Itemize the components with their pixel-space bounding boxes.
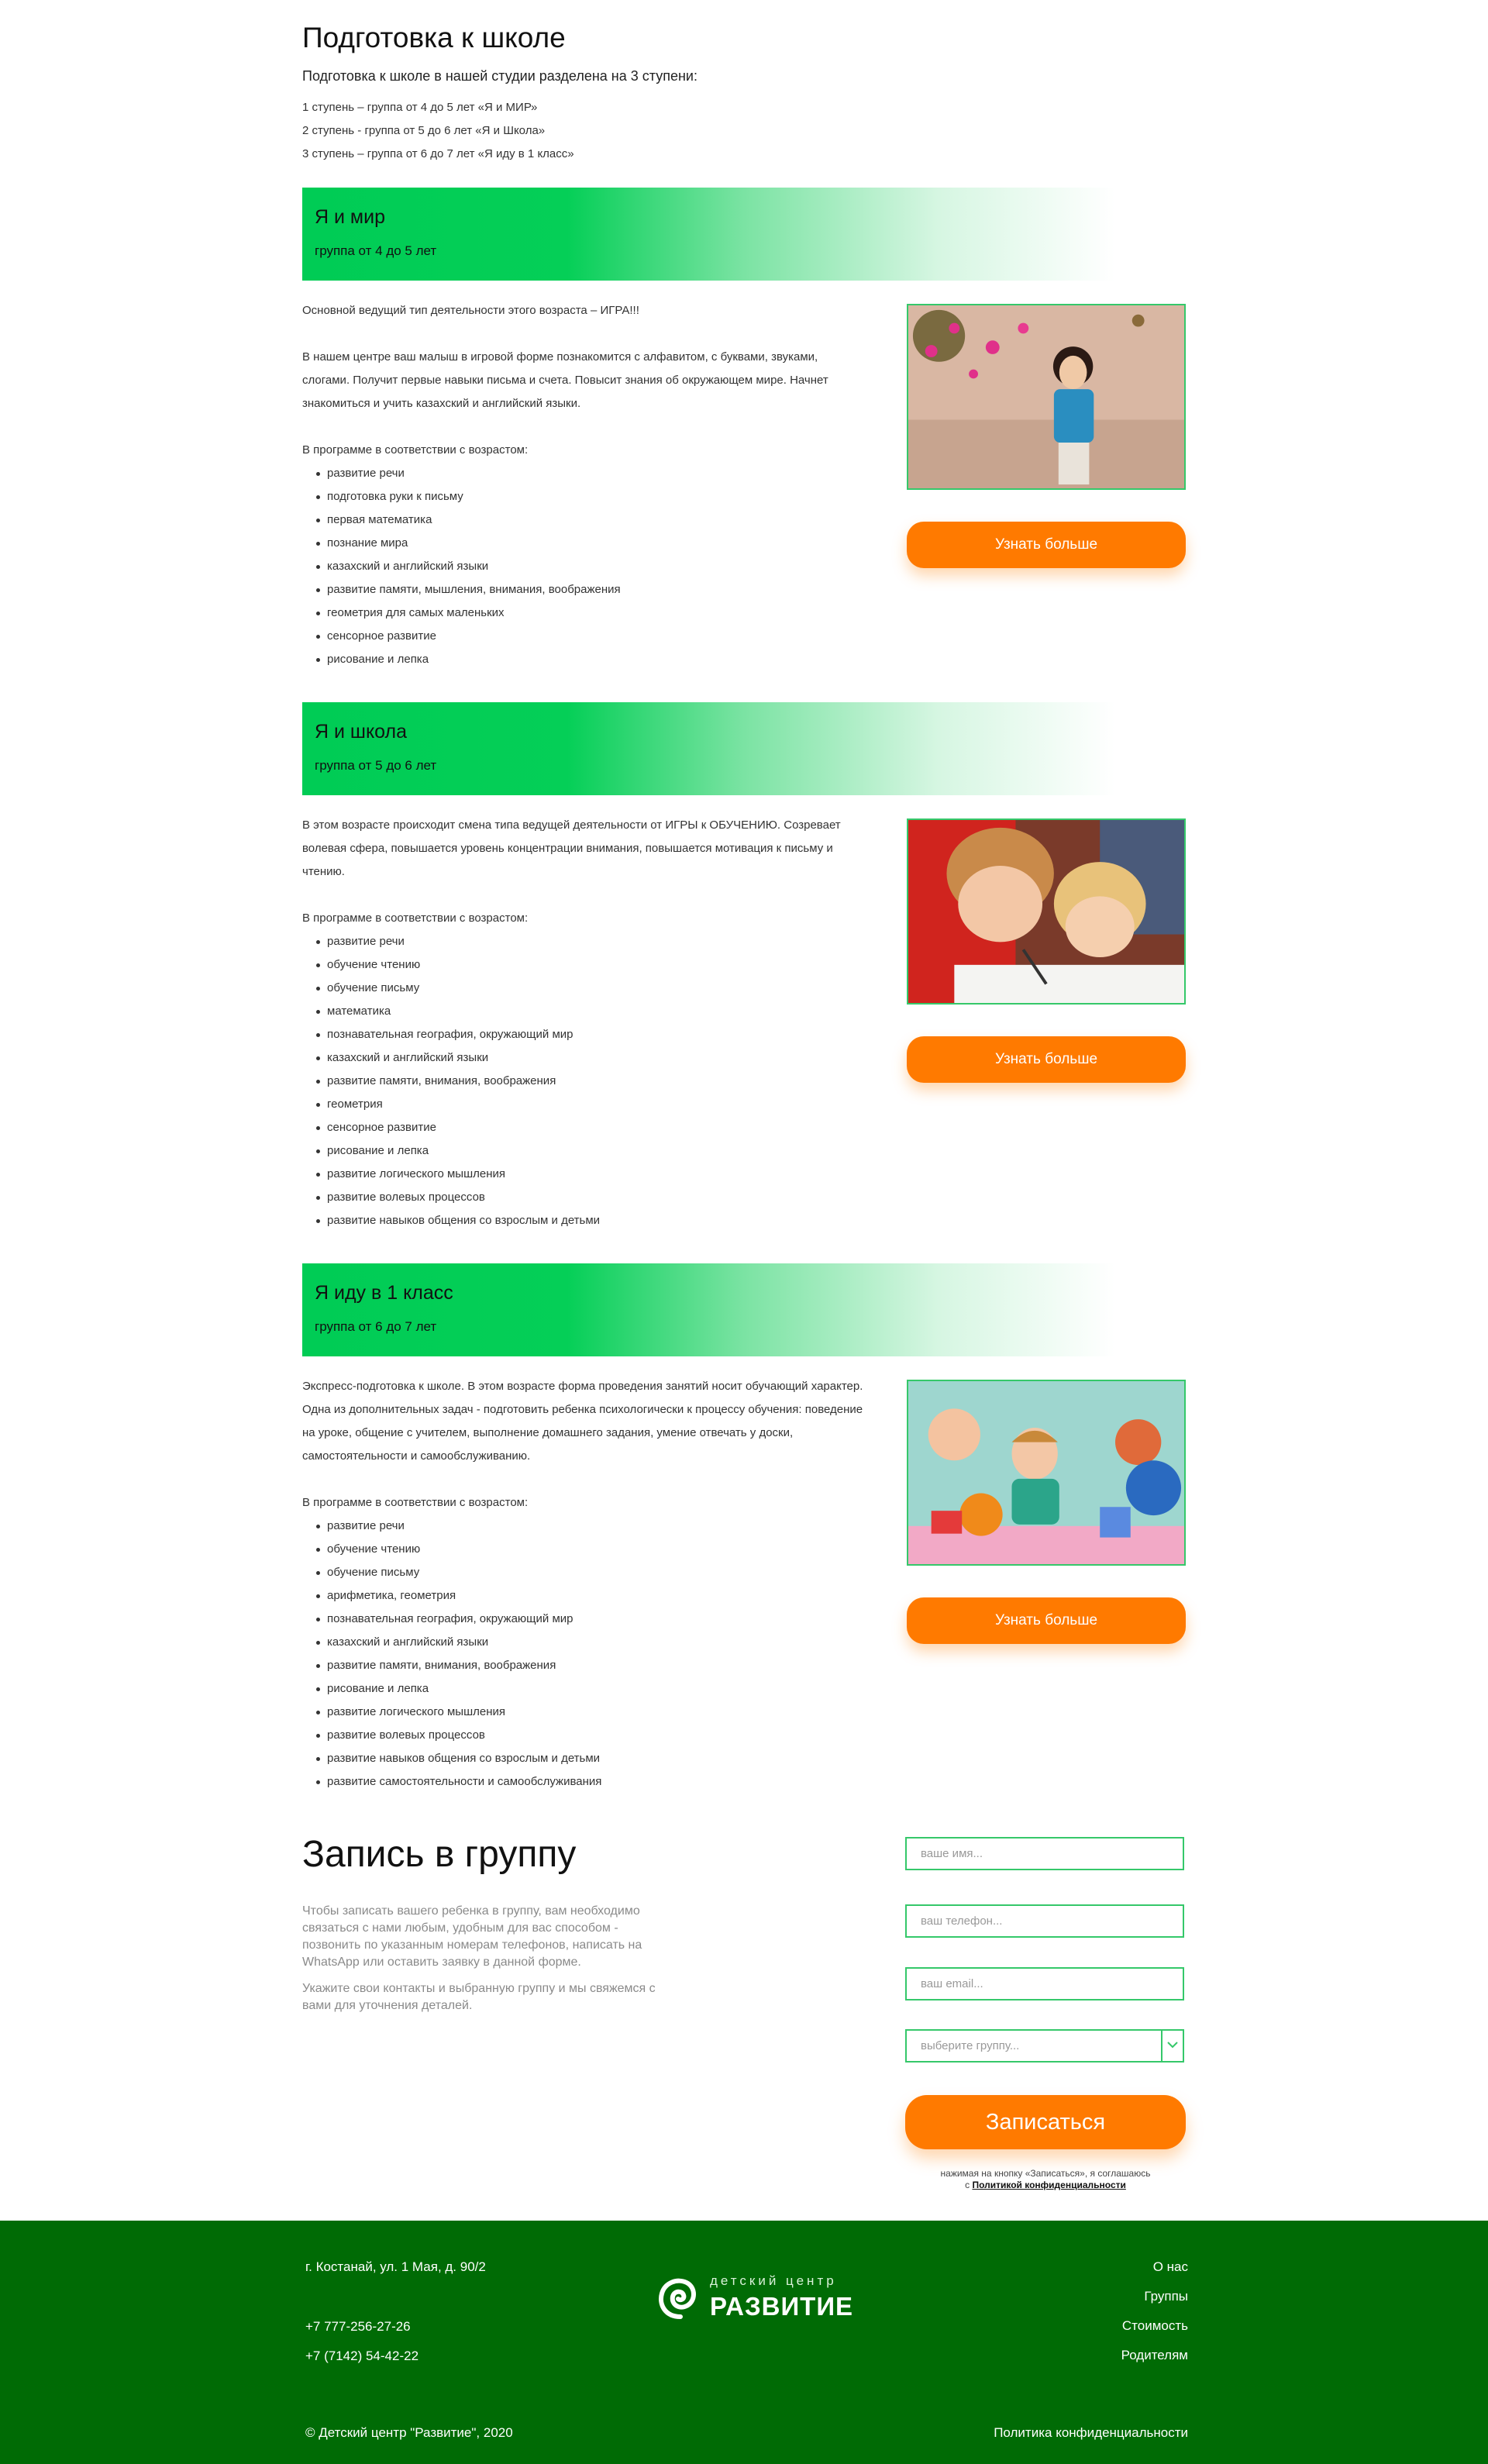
logo[interactable] — [654, 2269, 854, 2331]
photo-girl-flowers — [907, 304, 1186, 490]
list-item: казахский и английский языки — [302, 1046, 868, 1070]
intro-step: 1 ступень – группа от 4 до 5 лет «Я и МИР» — [302, 101, 538, 114]
list-item: обучение письму — [302, 977, 868, 1000]
intro-steps — [302, 96, 574, 166]
list-item: развитие памяти, мышления, внимания, воображения — [302, 578, 868, 601]
list-item: казахский и английский языки — [302, 1631, 868, 1654]
list-item: развитие речи — [302, 930, 868, 953]
list-item: математика — [302, 1000, 868, 1023]
chevron-down-icon[interactable] — [1161, 2031, 1183, 2061]
list-item: обучение письму — [302, 1561, 868, 1584]
section-subtitle: группа от 4 до 5 лет — [315, 243, 437, 258]
intro-lead: Подготовка к школе в нашей студии разделена на 3 ступени: — [302, 68, 698, 84]
section-paragraph: В нашем центре ваш малыш в игровой форме познакомится с алфавитом, с буквами, звуками, слогами. Получит первые навыки письма и счета. Повысит знания об окружающем мире. Начнет знакомиться и учить казахский и английский языки. — [302, 350, 828, 410]
list-item: познавательная география, окружающий мир — [302, 1023, 868, 1046]
list-item: геометрия — [302, 1093, 868, 1116]
footer-phone[interactable]: +7 (7142) 54-42-22 — [305, 2349, 419, 2363]
list-item: развитие речи — [302, 462, 868, 485]
intro-step: 3 ступень – группа от 6 до 7 лет «Я иду в 1 класс» — [302, 147, 574, 160]
group-select[interactable] — [905, 2029, 1184, 2063]
program-label: В программе в соответствии с возрастом: — [302, 443, 529, 457]
footer-phone[interactable]: +7 777-256-27-26 — [305, 2319, 411, 2334]
list-item: арифметика, геометрия — [302, 1584, 868, 1608]
section-title: Я и школа — [315, 721, 408, 743]
section-subtitle: группа от 6 до 7 лет — [315, 1319, 437, 1334]
list-item: развитие самостоятельности и самообслуживания — [302, 1770, 868, 1794]
footer — [0, 2221, 1488, 2464]
logo-tagline: детский центр — [710, 2273, 837, 2288]
email-input[interactable] — [905, 1967, 1184, 2000]
section-paragraph: В этом возрасте происходит смена типа ведущей деятельности от ИГРЫ к ОБУЧЕНИЮ. Созревает волевая сфера, повышается уровень концентрации внимания, повышается мотивация к письму и чтению. — [302, 818, 841, 878]
list-item: развитие волевых процессов — [302, 1186, 868, 1209]
learn-more-button[interactable]: Узнать больше — [907, 1597, 1186, 1644]
intro-step: 2 ступень - группа от 5 до 6 лет «Я и Школа» — [302, 124, 546, 137]
list-item: рисование и лепка — [302, 1139, 868, 1163]
list-item: первая математика — [302, 508, 868, 532]
section-banner-ya-i-shkola — [302, 702, 1186, 795]
list-item: развитие волевых процессов — [302, 1724, 868, 1747]
learn-more-button[interactable]: Узнать больше — [907, 1036, 1186, 1083]
list-item: обучение чтению — [302, 1538, 868, 1561]
list-item: обучение чтению — [302, 953, 868, 977]
list-item: развитие логического мышления — [302, 1701, 868, 1724]
list-item: геометрия для самых маленьких — [302, 601, 868, 625]
consent-with: с — [965, 2180, 970, 2190]
learn-more-button[interactable]: Узнать больше — [907, 522, 1186, 568]
list-item: сенсорное развитие — [302, 625, 868, 648]
group-select-value: выберите группу... — [921, 2039, 1020, 2052]
footer-address: г. Костанай, ул. 1 Мая, д. 90/2 — [305, 2259, 486, 2274]
spiral-logo-icon — [654, 2270, 704, 2324]
submit-button[interactable]: Записаться — [905, 2095, 1186, 2149]
footer-copyright: © Детский центр "Развитие", 2020 — [305, 2425, 513, 2440]
section-subtitle: группа от 5 до 6 лет — [315, 758, 437, 773]
list-item: развитие навыков общения со взрослым и детьми — [302, 1747, 868, 1770]
list-item: развитие логического мышления — [302, 1163, 868, 1186]
section-text — [302, 814, 868, 1232]
list-item: казахский и английский языки — [302, 555, 868, 578]
section-banner-ya-i-mir — [302, 188, 1186, 281]
list-item: развитие памяти, внимания, воображения — [302, 1070, 868, 1093]
list-item: рисование и лепка — [302, 648, 868, 671]
name-input[interactable] — [905, 1837, 1184, 1870]
signup-desc-paragraph: Укажите свои контакты и выбранную группу и мы свяжемся с вами для уточнения деталей. — [302, 1982, 656, 2012]
list-item: развитие речи — [302, 1515, 868, 1538]
program-list — [302, 1515, 868, 1794]
footer-nav — [1121, 2259, 1188, 2377]
list-item: подготовка руки к письму — [302, 485, 868, 508]
section-title: Я и мир — [315, 206, 385, 228]
consent-text — [905, 2168, 1186, 2191]
program-label: В программе в соответствии с возрастом: — [302, 1496, 529, 1509]
privacy-policy-link[interactable]: Политикой конфиденциальности — [972, 2180, 1126, 2190]
consent-line — [905, 2180, 1186, 2191]
list-item: познавательная география, окружающий мир — [302, 1608, 868, 1631]
program-list — [302, 930, 868, 1232]
signup-title: Запись в группу — [302, 1834, 577, 1875]
footer-privacy-policy-link[interactable]: Политика конфиденциальности — [994, 2425, 1188, 2440]
section-title: Я иду в 1 класс — [315, 1282, 453, 1304]
section-banner-ya-idu-v-1-klass — [302, 1263, 1186, 1356]
section-text — [302, 1375, 868, 1794]
section-paragraph: Экспресс-подготовка к школе. В этом возрасте форма проведения занятий носит обучающий характер. Одна из дополнительных задач - подготовить ребенка психологически к процессу обучения: поведение на уроке, общение с учителем, выполнение домашнего задания, умение отвечать у доски, самостоятельности и самообслуживанию. — [302, 1380, 863, 1463]
phone-input[interactable] — [905, 1904, 1184, 1938]
footer-nav-pricing[interactable]: Стоимость — [1121, 2318, 1188, 2333]
signup-desc-paragraph: Чтобы записать вашего ребенка в группу, вам необходимо связаться с нами любым, удобным для вас способом - позвонить по указанным номерам телефонов, написать на WhatsApp или оставить заявку в данной форме. — [302, 1904, 642, 1969]
footer-nav-groups[interactable]: Группы — [1144, 2289, 1188, 2304]
footer-nav-parents[interactable]: Родителям — [1121, 2348, 1188, 2362]
consent-prefix: нажимая на кнопку «Записаться», я соглашаюсь — [940, 2168, 1151, 2179]
list-item: рисование и лепка — [302, 1677, 868, 1701]
signup-description — [302, 1903, 659, 2014]
page-title: Подготовка к школе — [302, 22, 566, 53]
list-item: развитие памяти, внимания, воображения — [302, 1654, 868, 1677]
program-list — [302, 462, 868, 671]
program-label: В программе в соответствии с возрастом: — [302, 912, 529, 925]
photo-kids-writing — [907, 818, 1186, 1005]
section-paragraph: Основной ведущий тип деятельности этого возраста – ИГРА!!! — [302, 304, 639, 317]
section-text — [302, 299, 868, 671]
list-item: познание мира — [302, 532, 868, 555]
main-content — [302, 0, 1186, 2221]
logo-name: РАЗВИТИЕ — [710, 2292, 854, 2321]
list-item: сенсорное развитие — [302, 1116, 868, 1139]
photo-boy-classroom — [907, 1380, 1186, 1566]
footer-nav-about[interactable]: О нас — [1152, 2259, 1188, 2274]
list-item: развитие навыков общения со взрослым и детьми — [302, 1209, 868, 1232]
